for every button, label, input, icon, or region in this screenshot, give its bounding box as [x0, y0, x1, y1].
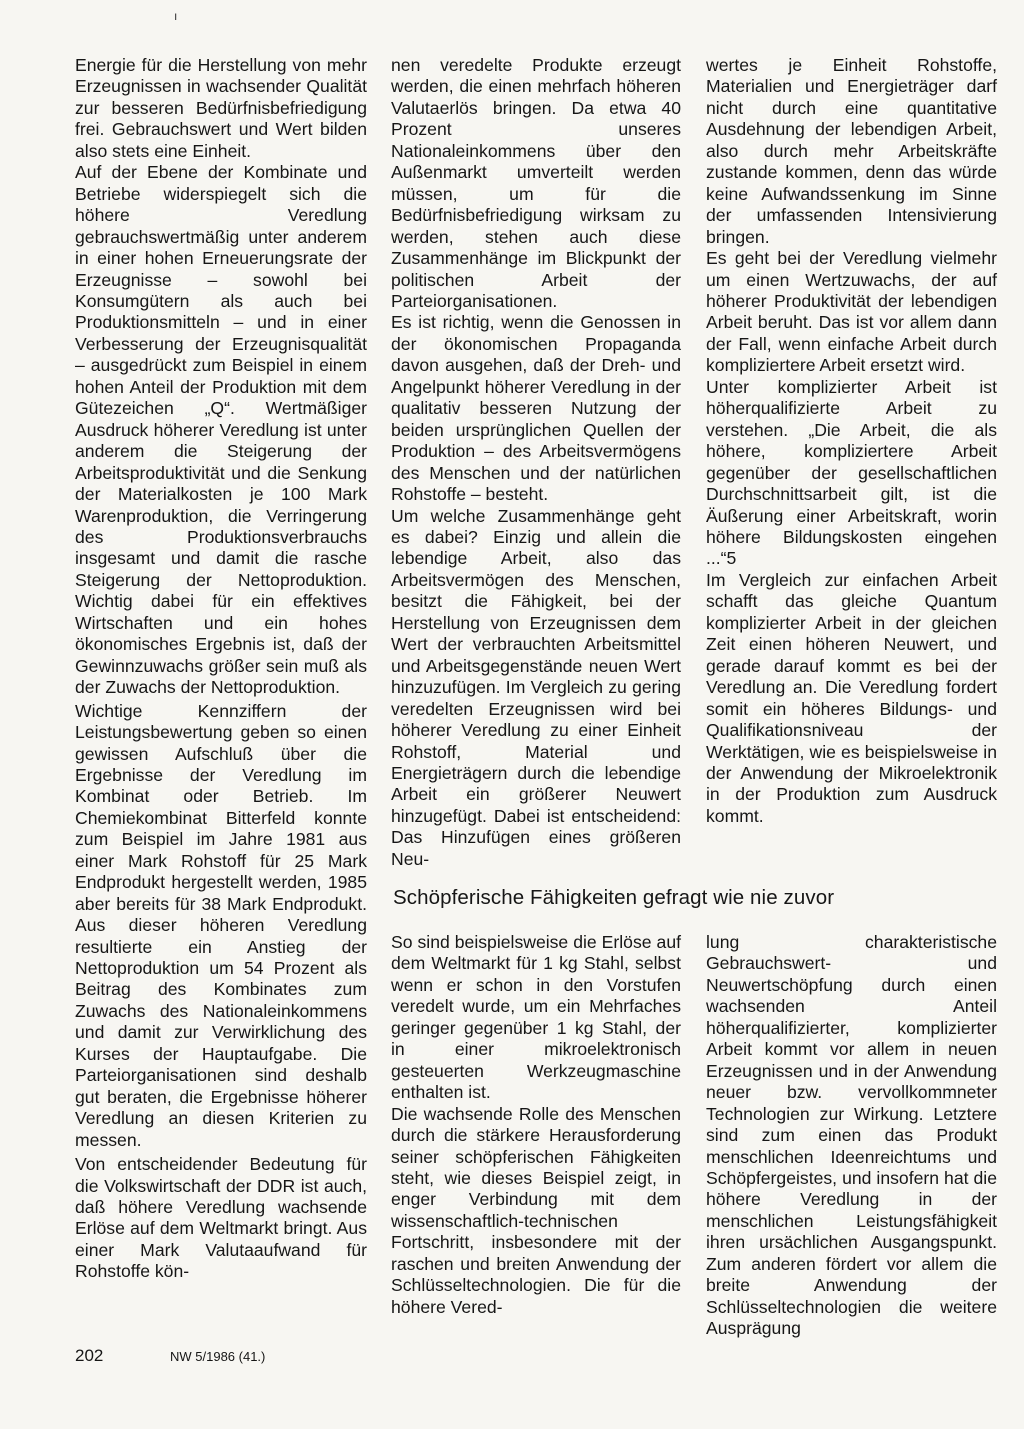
paragraph: Wichtige Kennziffern der Leistungsbewertung geben so einen gewissen Aufschluß über die Ergebnisse der Veredlung im Kombinat oder Betrieb. Im Chemiekombinat Bitterfeld konnte zum Beispiel im Jahre 1981 aus einer Mark Rohstoff für 25 Mark Endprodukt hergestellt werden, 1985 aber bereits für 38 Mark Endprodukt. Aus dieser höheren Veredlung resultierte ein Anstieg der Nettoproduktion um 54 Prozent als Beitrag des Kombinates zum Zuwachs des Nationaleinkommens und damit zur Verwirklichung des Kurses der Hauptaufgabe. Die Parteiorganisationen sind deshalb gut beraten, die Ergebnisse höherer Veredlung an diesen Kriterien zu messen.	[75, 700, 367, 1150]
paragraph: Um welche Zusammenhänge geht es dabei? Einzig und allein die lebendige Arbeit, also das Arbeitsvermögen des Menschen, besitzt die Fähigkeit, bei der Herstellung von Erzeugnissen dem Wert der verbrauchten Arbeitsmittel und Arbeitsgegenstände neuen Wert hinzuzufügen. Im Vergleich zu gering veredelten Erzeugnissen wird bei höherer Veredlung zu einer Einheit Rohstoff, Material und Energieträgern durch die lebendige Arbeit ein größerer Neuwert hinzugefügt. Dabei ist entscheidend: Das Hinzufügen eines größeren Neu-	[391, 505, 681, 869]
paragraph: lung charakteristische Gebrauchswert- und Neuwertschöpfung durch einen wachsenden Anteil höherqualifizierter, komplizierter Arbeit kommt vor allem in neuen Erzeugnissen und in der Anwendung neuer bzw. vervollkommneter Technologien zur Wirkung. Letztere sind zum einen das Produkt menschlichen Ideenreichtums und Schöpfergeistes, und insofern hat die höhere Veredlung in der menschlichen Leistungsfähigkeit ihren ursächlichen Ausgangspunkt. Zum anderen fördert vor allem die breite Anwendung der Schlüsseltechnologien die weitere Ausprägung	[706, 932, 997, 1339]
section-heading: Schöpferische Fähigkeiten gefragt wie nie zuvor	[393, 886, 835, 909]
text-column-1	[75, 55, 367, 1283]
paragraph: nen veredelte Produkte erzeugt werden, die einen mehrfach höheren Valutaerlös bringen. Da etwa 40 Prozent unseres Nationaleinkommens über den Außenmarkt umverteilt werden müssen, um für die Bedürfnisbefriedigung wirksam zu werden, stehen auch diese Zusammenhänge im Blickpunkt der politischen Arbeit der Parteiorganisationen.	[391, 55, 681, 311]
paragraph: Die wachsende Rolle des Menschen durch die stärkere Herausforderung seiner schöpferischen Fähigkeiten steht, wie dieses Beispiel zeigt, in enger Verbindung mit dem wissenschaftlich-technischen Fortschritt, insbesondere mit der raschen und breiten Anwendung der Schlüsseltechnologien. Die für die höhere Vered-	[391, 1103, 681, 1317]
paragraph: Unter komplizierter Arbeit ist höherqualifizierte Arbeit zu verstehen. „Die Arbeit, die als höhere, kompliziertere Arbeit gegenüber der gesellschaftlichen Durchschnittsarbeit gilt, ist die Äußerung einer Arbeitskraft, worin höhere Bildungskosten eingehen ...“5	[706, 376, 997, 569]
scan-artifact-mark: ı	[174, 9, 178, 23]
text-column-5	[706, 932, 997, 1340]
paragraph: Im Vergleich zur einfachen Arbeit schafft das gleiche Quantum komplizierter Arbeit in der gleichen Zeit einen höheren Neuwert, und gerade darauf kommt es bei der Veredlung an. Die Veredlung fordert somit ein höheres Bildungs- und Qualifikationsniveau der Werktätigen, wie es beispielsweise in der Anwendung der Mikroelektronik in der Produktion zum Ausdruck kommt.	[706, 569, 997, 826]
text-column-2	[391, 55, 681, 870]
text-column-3	[706, 55, 997, 827]
page-number: 202	[75, 1346, 104, 1365]
paragraph: Auf der Ebene der Kombinate und Betriebe widerspiegelt sich die höhere Veredlung gebrauchswertmäßig unter anderem in einer hohen Erneuerungsrate der Erzeugnisse – sowohl bei Konsumgütern als auch bei Produktionsmitteln – und in einer Verbesserung der Erzeugnisqualität – ausgedrückt zum Beispiel in einem hohen Anteil der Produktion mit dem Gütezeichen „Q“. Wertmäßiger Ausdruck höherer Veredlung ist unter anderem die Steigerung der Arbeitsproduktivität und die Senkung der Materialkosten je 100 Mark Warenproduktion, die Verringerung des Produktionsverbrauchs insgesamt und damit die rasche Steigerung der Nettoproduktion. Wichtig dabei für ein effektives Wirtschaften und ein hohes ökonomisches Ergebnis ist, daß der Gewinnzuwachs größer sein muß als der Zuwachs der Nettoproduktion.	[75, 162, 367, 698]
paragraph: Es geht bei der Veredlung vielmehr um einen Wertzuwachs, der auf höherer Produktivität der lebendigen Arbeit beruht. Das ist vor allem dann der Fall, wenn einfache Arbeit durch kompliziertere Arbeit ersetzt wird.	[706, 248, 997, 376]
issue-reference: NW 5/1986 (41.)	[170, 1349, 266, 1364]
paragraph: Es ist richtig, wenn die Genossen in der ökonomischen Propaganda davon ausgehen, daß der Dreh- und Angelpunkt höherer Veredlung in der qualitativ besseren Nutzung der beiden ursprünglichen Quellen der Produktion – des Arbeitsvermögens des Menschen und der natürlichen Rohstoffe – besteht.	[391, 312, 681, 505]
paragraph: Energie für die Herstellung von mehr Erzeugnissen in wachsender Qualität zur besseren Bedürfnisbefriedigung frei. Gebrauchswert und Wert bilden also stets eine Einheit.	[75, 55, 367, 161]
paragraph: wertes je Einheit Rohstoffe, Materialien und Energieträger darf nicht durch eine quantitative Ausdehnung der lebendigen Arbeit, also durch mehr Arbeitskräfte zustande kommen, denn das würde keine Aufwandssenkung im Sinne der umfassenden Intensivierung bringen.	[706, 55, 997, 247]
paragraph: So sind beispielsweise die Erlöse auf dem Weltmarkt für 1 kg Stahl, selbst wenn er schon in den Vorstufen veredelt wurde, um ein Mehrfaches geringer gegenüber 1 kg Stahl, der in einer mikroelektronisch gesteuerten Werkzeugmaschine enthalten ist.	[391, 932, 681, 1103]
text-column-4	[391, 932, 681, 1318]
paragraph: Von entscheidender Bedeutung für die Volkswirtschaft der DDR ist auch, daß höhere Veredlung wachsende Erlöse auf dem Weltmarkt bringt. Aus einer Mark Valutaaufwand für Rohstoffe kön-	[75, 1154, 367, 1282]
